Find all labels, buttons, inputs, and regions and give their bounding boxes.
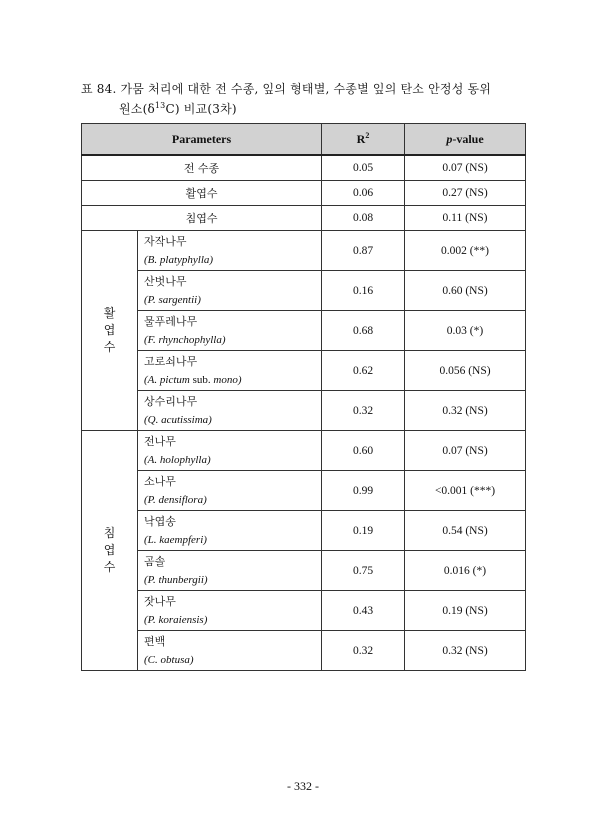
p-value: 0.016 (*) xyxy=(405,551,526,591)
group-label-char: 수 xyxy=(103,340,116,354)
group-label-char: 수 xyxy=(103,560,116,574)
species-row xyxy=(82,511,526,551)
species-row xyxy=(82,591,526,631)
species-cell xyxy=(138,311,322,351)
korean-name: 잣나무 xyxy=(144,594,176,608)
p-value: 0.07 (NS) xyxy=(405,431,526,471)
scientific-name: (P. densiflora) xyxy=(144,493,207,506)
p-value: 0.07 (NS) xyxy=(405,155,526,181)
r2-value: 0.32 xyxy=(322,631,405,671)
species-cell xyxy=(138,351,322,391)
scientific-name: (P. sargentii) xyxy=(144,293,201,306)
summary-label: 전 수종 xyxy=(82,155,322,181)
group-label-char: 활 xyxy=(103,306,116,320)
korean-name: 물푸레나무 xyxy=(144,314,198,328)
r2-value: 0.19 xyxy=(322,511,405,551)
korean-name: 소나무 xyxy=(144,474,176,488)
species-cell xyxy=(138,511,322,551)
scientific-name: (L. kaempferi) xyxy=(144,533,207,546)
species-row xyxy=(82,431,526,471)
header-row xyxy=(82,124,526,156)
group-label xyxy=(82,431,138,671)
species-row xyxy=(82,311,526,351)
group-label xyxy=(82,231,138,431)
p-value: 0.11 (NS) xyxy=(405,206,526,231)
r2-value: 0.60 xyxy=(322,431,405,471)
r2-value: 0.99 xyxy=(322,471,405,511)
species-row xyxy=(82,391,526,431)
group-label-char: 엽 xyxy=(103,323,116,337)
summary-label: 활엽수 xyxy=(82,181,322,206)
scientific-name: (B. platyphylla) xyxy=(144,253,214,266)
species-cell xyxy=(138,231,322,271)
table-caption xyxy=(81,79,541,119)
species-row xyxy=(82,551,526,591)
summary-row xyxy=(82,206,526,231)
r2-value: 0.43 xyxy=(322,591,405,631)
p-value: 0.002 (**) xyxy=(405,231,526,271)
scientific-name: (C. obtusa) xyxy=(144,653,194,666)
species-row xyxy=(82,271,526,311)
header-p-value: p-value xyxy=(405,124,526,156)
korean-name: 전나무 xyxy=(144,434,176,448)
results-table xyxy=(81,123,526,671)
scientific-name: (Q. acutissima) xyxy=(144,413,212,426)
summary-row xyxy=(82,181,526,206)
group-label-char: 엽 xyxy=(103,543,116,557)
p-value: 0.056 (NS) xyxy=(405,351,526,391)
r2-value: 0.08 xyxy=(322,206,405,231)
p-value: 0.32 (NS) xyxy=(405,631,526,671)
scientific-name: (A. holophylla) xyxy=(144,453,211,466)
p-value: 0.32 (NS) xyxy=(405,391,526,431)
korean-name: 산벗나무 xyxy=(144,274,187,288)
p-value: 0.27 (NS) xyxy=(405,181,526,206)
summary-row xyxy=(82,155,526,181)
r2-value: 0.16 xyxy=(322,271,405,311)
p-value: <0.001 (***) xyxy=(405,471,526,511)
korean-name: 상수리나무 xyxy=(144,394,198,408)
scientific-name: (P. koraiensis) xyxy=(144,613,208,626)
species-cell xyxy=(138,431,322,471)
header-parameters: Parameters xyxy=(82,124,322,156)
species-row xyxy=(82,631,526,671)
r2-value: 0.32 xyxy=(322,391,405,431)
korean-name: 고로쇠나무 xyxy=(144,354,198,368)
species-row xyxy=(82,471,526,511)
scientific-name: (F. rhynchophylla) xyxy=(144,333,226,346)
scientific-name: (A. pictum sub. mono) xyxy=(144,373,242,386)
p-value: 0.60 (NS) xyxy=(405,271,526,311)
species-cell xyxy=(138,391,322,431)
korean-name: 곰솔 xyxy=(144,554,166,568)
species-row xyxy=(82,231,526,271)
r2-value: 0.87 xyxy=(322,231,405,271)
korean-name: 편백 xyxy=(144,634,166,648)
species-cell xyxy=(138,471,322,511)
r2-value: 0.05 xyxy=(322,155,405,181)
p-value: 0.03 (*) xyxy=(405,311,526,351)
r2-value: 0.62 xyxy=(322,351,405,391)
caption-line1: 표 84. 가뭄 처리에 대한 전 수종, 잎의 형태별, 수종별 잎의 탄소 안정성 동위 xyxy=(81,82,492,96)
species-cell xyxy=(138,591,322,631)
p-value: 0.54 (NS) xyxy=(405,511,526,551)
species-row xyxy=(82,351,526,391)
scientific-name: (P. thunbergii) xyxy=(144,573,208,586)
korean-name: 낙엽송 xyxy=(144,514,176,528)
species-cell xyxy=(138,271,322,311)
summary-label: 침엽수 xyxy=(82,206,322,231)
species-cell xyxy=(138,551,322,591)
r2-value: 0.75 xyxy=(322,551,405,591)
group-label-char: 침 xyxy=(103,526,116,540)
caption-line2: 원소$(\delta^{13}C)$ 비교(3차) xyxy=(119,101,237,116)
species-cell xyxy=(138,631,322,671)
header-r2: $R^2$ xyxy=(322,124,405,156)
page-number: - 332 - xyxy=(287,779,319,793)
r2-value: 0.06 xyxy=(322,181,405,206)
p-value: 0.19 (NS) xyxy=(405,591,526,631)
r2-value: 0.68 xyxy=(322,311,405,351)
korean-name: 자작나무 xyxy=(144,234,187,248)
